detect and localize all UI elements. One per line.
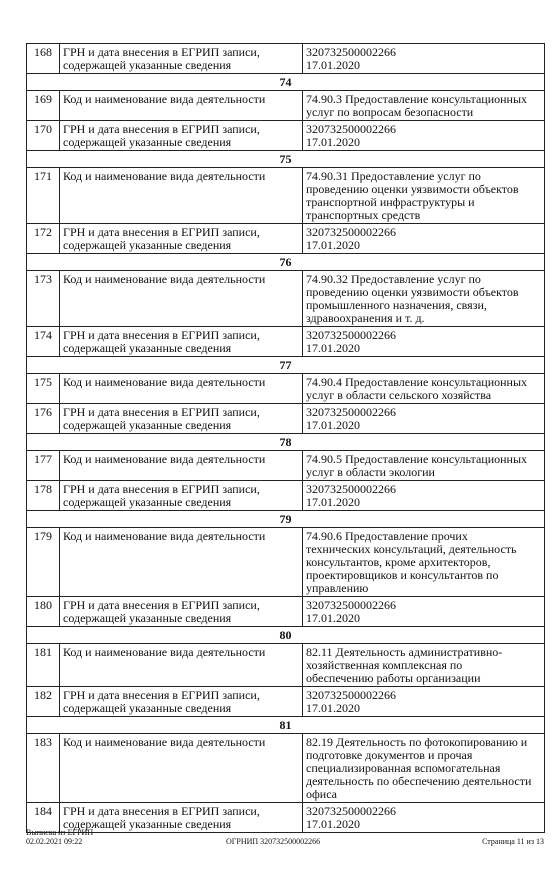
field-label: ГРН и дата внесения в ЕГРИП записи, содержащей указанные сведения bbox=[60, 481, 303, 511]
field-label: Код и наименование вида деятельности bbox=[60, 734, 303, 803]
section-number: 74 bbox=[27, 74, 545, 91]
footer-extract-info: Выписка из ЕГРИП 02.02.2021 09:22 bbox=[26, 828, 94, 846]
section-number: 76 bbox=[27, 254, 545, 271]
field-label: Код и наименование вида деятельности bbox=[60, 644, 303, 687]
field-value: 320732500002266 17.01.2020 bbox=[303, 687, 545, 717]
row-number: 184 bbox=[27, 803, 60, 833]
field-label: ГРН и дата внесения в ЕГРИП записи, содержащей указанные сведения bbox=[60, 803, 303, 833]
section-number: 79 bbox=[27, 511, 545, 528]
section-number: 81 bbox=[27, 717, 545, 734]
field-value: 320732500002266 17.01.2020 bbox=[303, 481, 545, 511]
footer-page-number: Страница 11 из 13 bbox=[482, 837, 544, 846]
table-row bbox=[27, 271, 545, 327]
field-label: Код и наименование вида деятельности bbox=[60, 91, 303, 121]
field-value: 74.90.4 Предоставление консультационных услуг в области сельского хозяйства bbox=[303, 374, 545, 404]
table-row bbox=[27, 44, 545, 74]
field-label: ГРН и дата внесения в ЕГРИП записи, содержащей указанные сведения bbox=[60, 224, 303, 254]
row-number: 180 bbox=[27, 597, 60, 627]
field-value: 320732500002266 17.01.2020 bbox=[303, 803, 545, 833]
row-number: 174 bbox=[27, 327, 60, 357]
field-value: 74.90.6 Предоставление прочих технических консультаций, деятельность консультантов, кроме архитекторов, проектировщиков и консультантов по управлению bbox=[303, 528, 545, 597]
table-row bbox=[27, 687, 545, 717]
row-number: 173 bbox=[27, 271, 60, 327]
row-number: 172 bbox=[27, 224, 60, 254]
table-row bbox=[27, 481, 545, 511]
row-number: 182 bbox=[27, 687, 60, 717]
table-row bbox=[27, 803, 545, 833]
field-label: Код и наименование вида деятельности bbox=[60, 271, 303, 327]
section-number: 80 bbox=[27, 627, 545, 644]
field-label: ГРН и дата внесения в ЕГРИП записи, содержащей указанные сведения bbox=[60, 121, 303, 151]
table-row bbox=[27, 404, 545, 434]
section-header-row bbox=[27, 357, 545, 374]
field-value: 320732500002266 17.01.2020 bbox=[303, 44, 545, 74]
row-number: 183 bbox=[27, 734, 60, 803]
section-header-row bbox=[27, 151, 545, 168]
row-number: 171 bbox=[27, 168, 60, 224]
field-label: ГРН и дата внесения в ЕГРИП записи, содержащей указанные сведения bbox=[60, 44, 303, 74]
row-number: 168 bbox=[27, 44, 60, 74]
field-value: 82.11 Деятельность административно- хозяйственная комплексная по обеспечению работы организации bbox=[303, 644, 545, 687]
table-row bbox=[27, 327, 545, 357]
section-header-row bbox=[27, 434, 545, 451]
table-row bbox=[27, 91, 545, 121]
field-value: 82.19 Деятельность по фотокопированию и подготовке документов и прочая специализированная вспомогательная деятельность по обеспечению деятельности офиса bbox=[303, 734, 545, 803]
field-label: ГРН и дата внесения в ЕГРИП записи, содержащей указанные сведения bbox=[60, 404, 303, 434]
table-row bbox=[27, 734, 545, 803]
row-number: 177 bbox=[27, 451, 60, 481]
field-label: ГРН и дата внесения в ЕГРИП записи, содержащей указанные сведения bbox=[60, 687, 303, 717]
section-header-row bbox=[27, 627, 545, 644]
field-value: 74.90.32 Предоставление услуг по проведению оценки уязвимости объектов промышленного назначения, связи, здравоохранения и т. д. bbox=[303, 271, 545, 327]
section-header-row bbox=[27, 254, 545, 271]
row-number: 178 bbox=[27, 481, 60, 511]
field-value: 320732500002266 17.01.2020 bbox=[303, 121, 545, 151]
field-label: Код и наименование вида деятельности bbox=[60, 528, 303, 597]
section-number: 75 bbox=[27, 151, 545, 168]
table-row bbox=[27, 224, 545, 254]
field-label: Код и наименование вида деятельности bbox=[60, 451, 303, 481]
table-row bbox=[27, 168, 545, 224]
egrip-extract-table bbox=[26, 43, 545, 833]
field-label: Код и наименование вида деятельности bbox=[60, 374, 303, 404]
table-row bbox=[27, 121, 545, 151]
field-label: ГРН и дата внесения в ЕГРИП записи, содержащей указанные сведения bbox=[60, 597, 303, 627]
row-number: 179 bbox=[27, 528, 60, 597]
table-row bbox=[27, 644, 545, 687]
field-value: 320732500002266 17.01.2020 bbox=[303, 224, 545, 254]
field-value: 320732500002266 17.01.2020 bbox=[303, 404, 545, 434]
field-value: 320732500002266 17.01.2020 bbox=[303, 597, 545, 627]
field-value: 74.90.5 Предоставление консультационных услуг в области экологии bbox=[303, 451, 545, 481]
field-label: Код и наименование вида деятельности bbox=[60, 168, 303, 224]
field-value: 320732500002266 17.01.2020 bbox=[303, 327, 545, 357]
section-number: 78 bbox=[27, 434, 545, 451]
row-number: 175 bbox=[27, 374, 60, 404]
section-number: 77 bbox=[27, 357, 545, 374]
table-row bbox=[27, 451, 545, 481]
section-header-row bbox=[27, 717, 545, 734]
row-number: 181 bbox=[27, 644, 60, 687]
table-row bbox=[27, 374, 545, 404]
table-row bbox=[27, 528, 545, 597]
field-value: 74.90.31 Предоставление услуг по проведению оценки уязвимости объектов транспортной инфраструктуры и транспортных средств bbox=[303, 168, 545, 224]
row-number: 170 bbox=[27, 121, 60, 151]
field-value: 74.90.3 Предоставление консультационных услуг по вопросам безопасности bbox=[303, 91, 545, 121]
table-row bbox=[27, 597, 545, 627]
table-body bbox=[27, 44, 545, 833]
section-header-row bbox=[27, 74, 545, 91]
field-label: ГРН и дата внесения в ЕГРИП записи, содержащей указанные сведения bbox=[60, 327, 303, 357]
row-number: 169 bbox=[27, 91, 60, 121]
footer-ogrnip: ОГРНИП 320732500002266 bbox=[226, 837, 321, 846]
row-number: 176 bbox=[27, 404, 60, 434]
section-header-row bbox=[27, 511, 545, 528]
